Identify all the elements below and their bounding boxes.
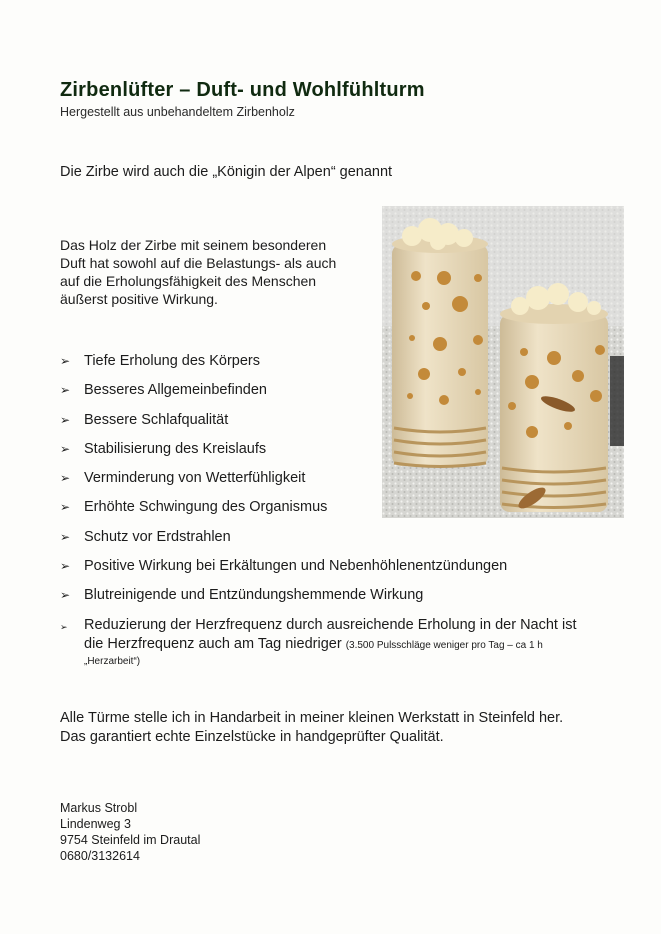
arrow-bullet-icon: ➢ [60, 530, 71, 544]
closing-paragraph [60, 709, 563, 747]
list-item-line: Reduzierung der Herzfrequenz durch ausreichende Erholung in der Nacht ist [84, 617, 577, 633]
description-line: äußerst positive Wirkung. [60, 291, 218, 307]
contact-street: Lindenweg 3 [60, 817, 131, 831]
description-line: auf die Erholungsfähigkeit des Menschen [60, 273, 317, 289]
description-paragraph [60, 236, 380, 308]
list-item-text: Bessere Schlafqualität [84, 412, 229, 428]
page-subtitle: Hergestellt aus unbehandeltem Zirbenholz [60, 105, 295, 119]
list-item-text: Positive Wirkung bei Erkältungen und Nebenhöhlenentzündungen [84, 558, 508, 574]
list-item-text [84, 616, 624, 669]
arrow-bullet-icon: ➢ [60, 413, 71, 427]
footnote-text: (3.500 Pulsschläge weniger pro Tag – ca 1 h [345, 640, 543, 651]
list-item-text: Erhöhte Schwingung des Organismus [84, 499, 328, 515]
description-line: Duft hat sowohl auf die Belastungs- als auch [60, 255, 337, 271]
closing-line: Alle Türme stelle ich in Handarbeit in meiner kleinen Werkstatt in Steinfeld her. [60, 710, 564, 726]
arrow-bullet-icon: ➢ [60, 471, 71, 485]
closing-line: Das garantiert echte Einzelstücke in handgeprüfter Qualität. [60, 729, 444, 745]
arrow-bullet-icon: ➢ [60, 354, 71, 368]
list-item-text: Blutreinigende und Entzündungshemmende Wirkung [84, 587, 424, 603]
arrow-bullet-icon: ➢ [60, 442, 71, 456]
list-item-text: Verminderung von Wetterfühligkeit [84, 470, 306, 486]
arrow-bullet-icon: ➢ [60, 588, 71, 602]
description-line: Das Holz der Zirbe mit seinem besonderen [60, 237, 327, 253]
list-item-text: Besseres Allgemeinbefinden [84, 382, 267, 398]
arrow-bullet-icon: ➢ [60, 622, 68, 632]
intro-text: Die Zirbe wird auch die „Königin der Alpen“ genannt [60, 164, 393, 180]
list-item-line-wrap [84, 635, 624, 655]
list-item-text: Tiefe Erholung des Körpers [84, 353, 260, 369]
contact-address [60, 800, 200, 864]
contact-city: 9754 Steinfeld im Drautal [60, 833, 201, 847]
page-title: Zirbenlüfter – Duft- und Wohlfühlturm [60, 79, 425, 101]
arrow-bullet-icon: ➢ [60, 559, 71, 573]
short-tower [500, 283, 608, 512]
list-item-text: Stabilisierung des Kreislaufs [84, 441, 267, 457]
footnote-text: „Herzarbeit“) [84, 656, 141, 667]
arrow-bullet-icon: ➢ [60, 500, 71, 514]
arrow-bullet-icon: ➢ [60, 383, 71, 397]
list-item-text: Schutz vor Erdstrahlen [84, 529, 231, 545]
product-photo [382, 206, 624, 518]
contact-name: Markus Strobl [60, 801, 138, 815]
contact-phone: 0680/3132614 [60, 849, 140, 863]
list-item-line: die Herzfrequenz auch am Tag niedriger [84, 636, 342, 652]
tall-tower [392, 218, 488, 467]
